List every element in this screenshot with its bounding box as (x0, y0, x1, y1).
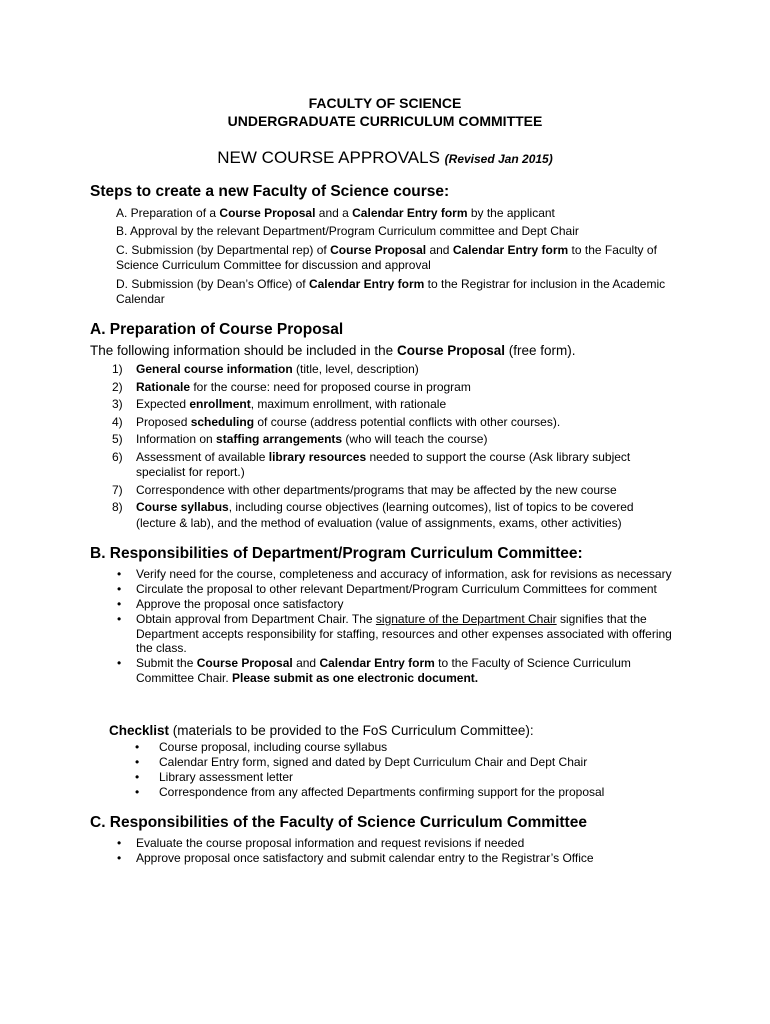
item-bold: General course information (136, 362, 293, 376)
item-underlined: signature of the Department Chair (375, 611, 557, 626)
item-bold2: Calendar Entry form (319, 656, 435, 671)
list-item (114, 582, 674, 597)
faculty-heading: FACULTY OF SCIENCE (308, 95, 462, 111)
steps-heading: Steps to create a new Faculty of Science course: (90, 183, 450, 200)
bullet: • (117, 656, 122, 671)
section-a-intro-text2: (free form). (504, 343, 576, 358)
list-item (112, 500, 672, 531)
list-item (112, 483, 672, 499)
step-c-bold1: Course Proposal (330, 243, 427, 257)
item-text: Verify need for the course, completeness and accuracy of information, ask for revisions as necessary (136, 567, 672, 581)
checklist-description: (materials to be provided to the FoS Curriculum Committee): (169, 723, 534, 738)
department-responsibilities-list (114, 567, 674, 686)
item-bold: Rationale (136, 379, 191, 394)
bullet: • (117, 567, 122, 581)
item-text: Library assessment letter (159, 769, 294, 784)
section-a-intro-bold: Course Proposal (396, 343, 505, 358)
step-a-bold2: Calendar Entry form (352, 206, 468, 220)
item-number: 4) (112, 414, 123, 429)
faculty-committee-responsibilities-list (114, 836, 674, 866)
checklist-label: Checklist (109, 723, 170, 738)
checklist-item (132, 740, 692, 755)
item-number: 8) (112, 500, 123, 514)
step-d-bold1: Calendar Entry form (308, 277, 425, 291)
step-c-bold2: Calendar Entry form (452, 243, 569, 257)
item-bold: enrollment (189, 397, 251, 411)
list-item (112, 415, 672, 431)
list-item (112, 380, 672, 396)
list-item (114, 612, 674, 656)
item-number: 6) (112, 449, 123, 464)
checklist (132, 740, 692, 800)
section-a-heading: A. Preparation of Course Proposal (90, 321, 344, 338)
item-bold: Course Proposal (196, 656, 293, 671)
bullet: • (117, 596, 122, 611)
item-text: Proposed (136, 414, 191, 429)
revised-note: (Revised Jan 2015) (444, 152, 553, 166)
step-c-text3: to the Faculty of Science Curriculum Committee for discussion and approval (116, 243, 657, 272)
list-item (114, 836, 674, 851)
list-item (114, 656, 674, 685)
section-b-heading: B. Responsibilities of Department/Program Curriculum Committee: (90, 545, 583, 562)
item-text: Submit the (136, 656, 197, 671)
step-a-text2: and a (315, 206, 353, 220)
step-b: B. Approval by the relevant Department/Program Curriculum committee and Dept Chair (116, 224, 579, 238)
bullet: • (135, 740, 140, 754)
list-item (112, 432, 672, 448)
item-text2: , maximum enrollment, with rationale (250, 397, 447, 411)
checklist-item (132, 785, 692, 800)
list-item (112, 362, 672, 378)
item-text: Expected (136, 397, 190, 411)
bullet: • (135, 784, 140, 799)
section-a-intro-text: The following information should be included in the (90, 343, 397, 358)
step-a-bold1: Course Proposal (219, 206, 316, 220)
step-c-text2: and (426, 243, 453, 257)
item-text2: , including course objectives (learning outcomes), list of topics to be covered (lecture & lab), and the method of evaluation (value of assignments, exams, other activities) (136, 500, 634, 530)
bullet: • (117, 611, 122, 626)
item-text: Course proposal, including course syllabus (159, 740, 388, 754)
bullet: • (135, 769, 140, 784)
section-a-intro (90, 343, 576, 358)
list-item (114, 851, 674, 866)
item-text: Approve proposal once satisfactory and submit calendar entry to the Registrar’s Office (136, 850, 594, 865)
bullet: • (135, 754, 140, 769)
item-text2: of course (address potential conflicts with other courses). (254, 414, 561, 429)
bullet: • (117, 850, 122, 865)
step-a-text: A. Preparation of a (116, 206, 220, 220)
bullet: • (117, 581, 122, 596)
checklist-item (132, 770, 692, 785)
step-d-text: D. Submission (by Dean’s Office) of (116, 277, 309, 291)
item-bold: Course syllabus (136, 500, 229, 514)
list-item (112, 397, 672, 413)
item-text2: (who will teach the course) (342, 432, 488, 446)
item-bold: staffing arrangements (216, 432, 343, 446)
item-number: 7) (112, 482, 123, 497)
checklist-heading (109, 723, 534, 738)
item-text: Evaluate the course proposal information and request revisions if needed (136, 836, 525, 850)
step-c-text: C. Submission (by Departmental rep) of (116, 243, 331, 257)
item-text2: needed to support the course (Ask library subject specialist for report.) (136, 449, 631, 479)
item-text: Assessment of available (136, 449, 269, 464)
bullet: • (117, 836, 122, 850)
step-d (116, 277, 676, 307)
list-item (114, 597, 674, 612)
item-text: Correspondence with other departments/programs that may be affected by the new course (136, 482, 617, 497)
section-c-heading: C. Responsibilities of the Faculty of Science Curriculum Committee (90, 814, 587, 831)
step-a (116, 206, 676, 221)
item-text: Circulate the proposal to other relevant Department/Program Curriculum Committees for comment (136, 581, 657, 596)
step-c (116, 243, 676, 273)
page-title (0, 148, 770, 168)
item-text: Information on (136, 432, 217, 446)
item-number: 3) (112, 397, 123, 411)
proposal-requirements-list (112, 362, 672, 533)
committee-heading: UNDERGRADUATE CURRICULUM COMMITTEE (227, 113, 543, 129)
item-text: Calendar Entry form, signed and dated by Dept Curriculum Chair and Dept Chair (159, 754, 588, 769)
item-text2: and (292, 656, 320, 671)
list-item (112, 450, 672, 481)
item-text: Approve the proposal once satisfactory (136, 596, 344, 611)
item-bold: library resources (268, 449, 367, 464)
item-text2: signifies that the Department accepts responsibility for staffing, resources and other expenses associated with offering the class. (136, 611, 672, 656)
item-number: 1) (112, 362, 123, 376)
step-a-text3: by the applicant (467, 206, 555, 220)
item-text2: (title, level, description) (292, 362, 419, 376)
item-text: Obtain approval from Department Chair. The (136, 611, 376, 626)
item-bold: scheduling (190, 414, 255, 429)
step-d-text2: to the Registrar for inclusion in the Academic Calendar (116, 277, 666, 306)
item-text: Correspondence from any affected Departments confirming support for the proposal (159, 784, 605, 799)
item-number: 2) (112, 379, 123, 394)
item-text2: for the course: need for proposed course in program (190, 379, 471, 394)
title-text: NEW COURSE APPROVALS (217, 148, 440, 167)
item-bold3: Please submit as one electronic document. (232, 670, 479, 685)
list-item (114, 567, 674, 582)
item-number: 5) (112, 432, 123, 446)
checklist-item (132, 755, 692, 770)
item-text3: to the Faculty of Science Curriculum Committee Chair. (136, 656, 631, 685)
